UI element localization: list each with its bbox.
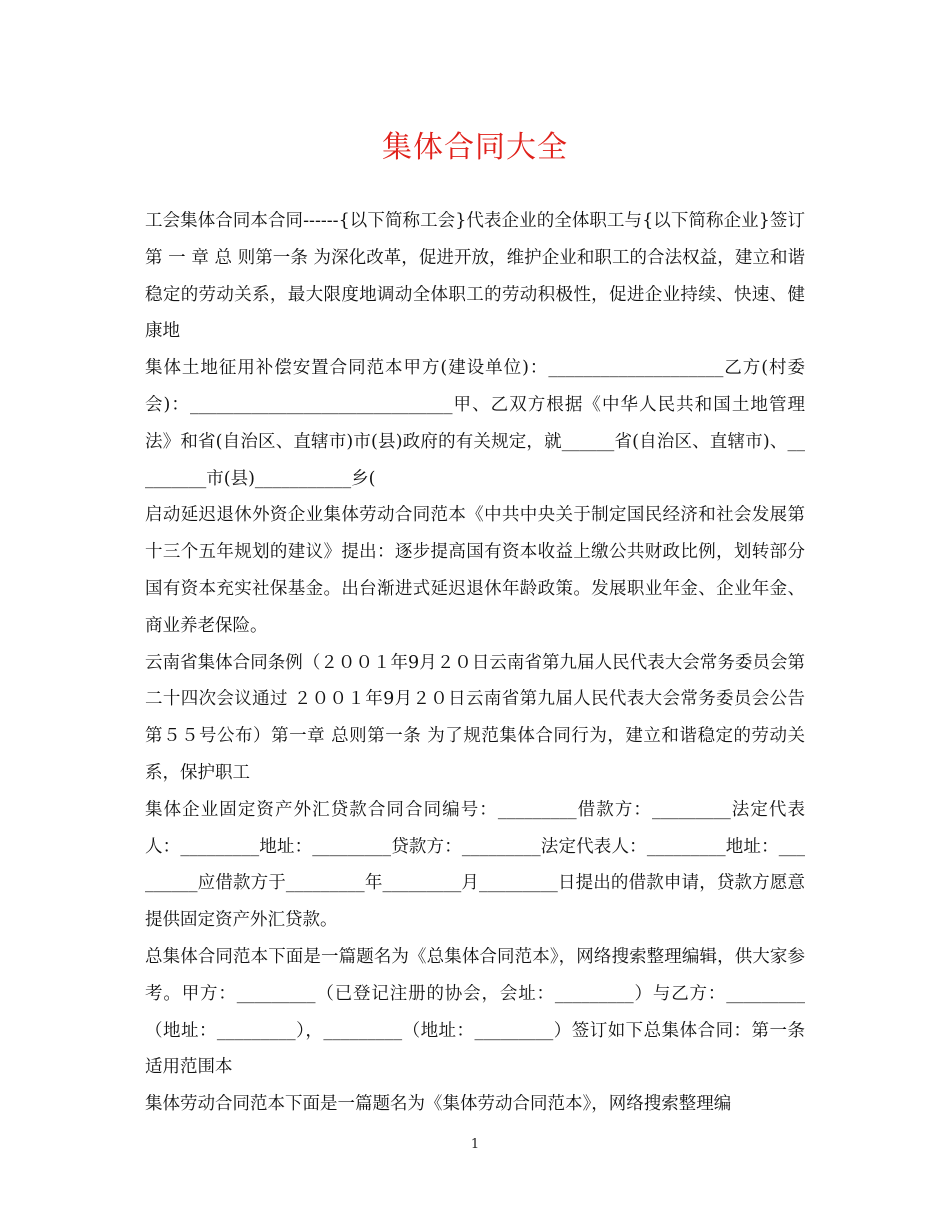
paragraph-union-collective-contract: 工会集体合同本合同------{以下简称工会}代表企业的全体职工与{以下简称企业}签订第 一 章 总 则第一条 为深化改革，促进开放，维护企业和职工的合法权益，建立和谐稳定的劳动关系，最大限度地调动全体职工的劳动积极性，促进企业持续、快速、健康地 bbox=[145, 211, 805, 342]
paragraph-yunnan-regulations: 云南省集体合同条例（２００１年9月２０日云南省第九届人民代表大会常务委员会第二十四次会议通过 ２００１年9月２０日云南省第九届人民代表大会常务委员会公告第５５号公布）第一章 总则第一条 为了规范集体合同行为，建立和谐稳定的劳动关系，保护职工 bbox=[145, 652, 805, 783]
paragraph-land-compensation-contract: 集体土地征用补偿安置合同范本甲方(建设单位)：____________________乙方(村委会)：______________________________甲、乙双方根据《中华人民共和国土地管理法》和省(自治区、直辖市)市(县)政府的有关规定，就______省(自治区、直辖市)、_________市(县)___________乡( bbox=[145, 358, 805, 489]
document-body bbox=[145, 203, 805, 1123]
paragraph-foreign-exchange-loan-contract: 集体企业固定资产外汇贷款合同合同编号：_________借款方：_________法定代表人：_________地址：_________贷款方：_________法定代表人：_________地址：_________应借款方于_________年_________月_________日提出的借款申请，贷款方愿意提供固定资产外汇贷款。 bbox=[145, 799, 805, 931]
document-title: 集体合同大全 bbox=[382, 130, 568, 165]
paragraph-general-collective-contract: 总集体合同范本下面是一篇题名为《总集体合同范本》，网络搜索整理编辑，供大家参考。甲方：_________（已登记注册的协会，会址：_________）与乙方：_________（地址：_________），_________（地址：_________）签订如下总集体合同：第一条适用范围本 bbox=[145, 946, 805, 1078]
page-number: 1 bbox=[470, 1137, 480, 1152]
paragraph-collective-labor-contract: 集体劳动合同范本下面是一篇题名为《集体劳动合同范本》，网络搜索整理编 bbox=[145, 1094, 732, 1115]
paragraph-delayed-retirement-contract: 启动延迟退休外资企业集体劳动合同范本《中共中央关于制定国民经济和社会发展第十三个五年规划的建议》提出：逐步提高国有资本收益上缴公共财政比例，划转部分国有资本充实社保基金。出台渐进式延迟退休年龄政策。发展职业年金、企业年金、商业养老保险。 bbox=[145, 505, 805, 636]
